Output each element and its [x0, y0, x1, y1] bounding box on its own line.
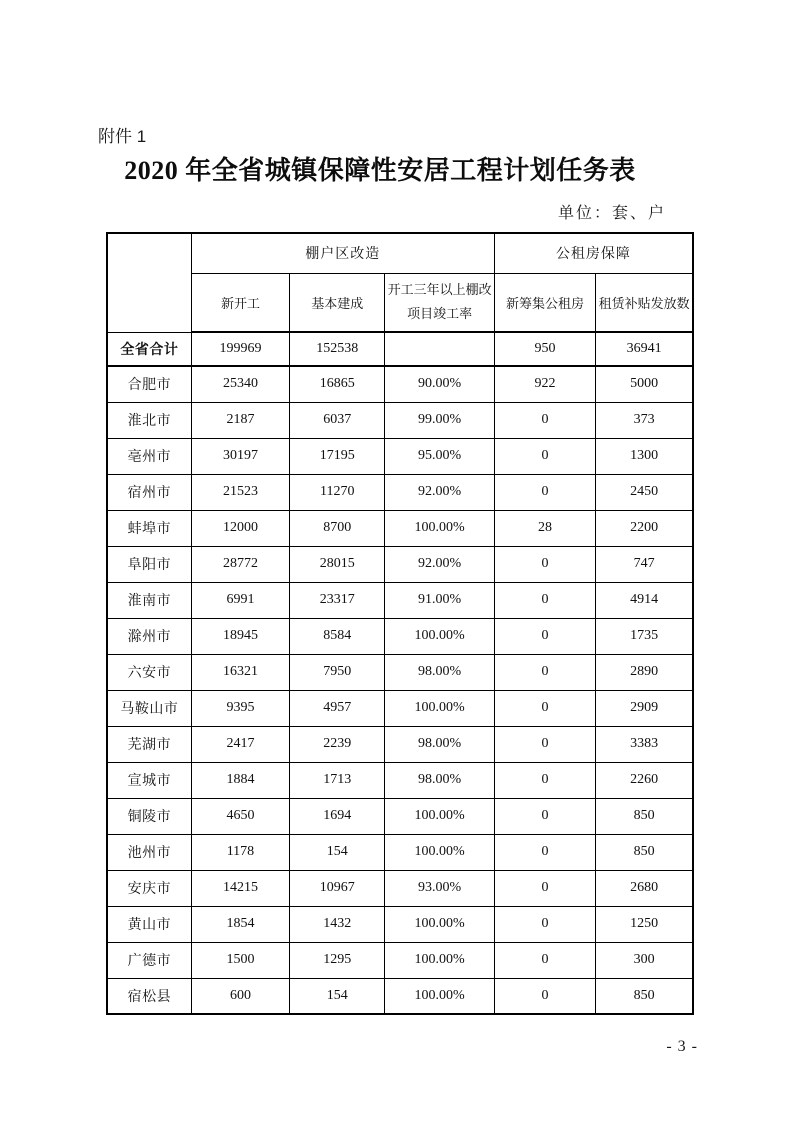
- new-public-rental-cell: 0: [494, 438, 595, 474]
- corner-cell: [107, 233, 191, 332]
- rental-subsidy-cell: 2200: [596, 510, 693, 546]
- rental-subsidy-cell: 1250: [596, 906, 693, 942]
- rental-subsidy-cell: 1735: [596, 618, 693, 654]
- basically-completed-cell: 154: [290, 834, 385, 870]
- new-public-rental-cell: 0: [494, 690, 595, 726]
- completion-rate-cell: 100.00%: [385, 978, 494, 1014]
- completion-rate-cell: 91.00%: [385, 582, 494, 618]
- city-name-cell: 合肥市: [107, 366, 191, 402]
- new-starts-cell: 12000: [191, 510, 289, 546]
- completion-rate-cell: 100.00%: [385, 690, 494, 726]
- group-header-shantytown-renovation: 棚户区改造: [191, 233, 494, 273]
- completion-rate-cell: 100.00%: [385, 942, 494, 978]
- city-name-cell: 宣城市: [107, 762, 191, 798]
- table-row: [107, 870, 693, 906]
- new-starts-cell: 2417: [191, 726, 289, 762]
- page-title: 2020 年全省城镇保障性安居工程计划任务表: [124, 156, 636, 185]
- table-row: [107, 366, 693, 402]
- new-starts-cell: 9395: [191, 690, 289, 726]
- table-row: [107, 690, 693, 726]
- table-row: [107, 906, 693, 942]
- table-row: [107, 438, 693, 474]
- new-starts-cell: 21523: [191, 474, 289, 510]
- col-header-rental-subsidies-issued: 租赁补贴发放数: [596, 273, 693, 332]
- completion-rate-cell: 98.00%: [385, 762, 494, 798]
- table-row: [107, 618, 693, 654]
- new-starts-cell: 30197: [191, 438, 289, 474]
- table-row: [107, 978, 693, 1014]
- basically-completed-cell: 6037: [290, 402, 385, 438]
- completion-rate-cell: 100.00%: [385, 510, 494, 546]
- rental-subsidy-cell: 300: [596, 942, 693, 978]
- new-starts-cell: 28772: [191, 546, 289, 582]
- new-public-rental-cell: 0: [494, 402, 595, 438]
- table-row: [107, 798, 693, 834]
- city-name-cell: 六安市: [107, 654, 191, 690]
- table-row: [107, 942, 693, 978]
- attachment-label: 附件 1: [98, 127, 147, 146]
- province-total-row: [107, 332, 693, 366]
- basically-completed-cell: 4957: [290, 690, 385, 726]
- col-header-newly-raised-public-rental: 新筹集公租房: [494, 273, 595, 332]
- city-name-cell: 宿松县: [107, 978, 191, 1014]
- table-row: [107, 474, 693, 510]
- total-new-starts-cell: 199969: [191, 332, 289, 366]
- basically-completed-cell: 8700: [290, 510, 385, 546]
- basically-completed-cell: 1295: [290, 942, 385, 978]
- completion-rate-cell: 92.00%: [385, 546, 494, 582]
- rental-subsidy-cell: 2260: [596, 762, 693, 798]
- new-public-rental-cell: 0: [494, 762, 595, 798]
- col-header-basically-completed: 基本建成: [290, 273, 385, 332]
- group-header-public-rental-housing: 公租房保障: [494, 233, 693, 273]
- new-starts-cell: 1178: [191, 834, 289, 870]
- total-row-label: 全省合计: [107, 332, 191, 366]
- completion-rate-cell: 99.00%: [385, 402, 494, 438]
- rental-subsidy-cell: 373: [596, 402, 693, 438]
- rental-subsidy-cell: 5000: [596, 366, 693, 402]
- total-completion-rate-cell: [385, 332, 494, 366]
- new-starts-cell: 4650: [191, 798, 289, 834]
- basically-completed-cell: 8584: [290, 618, 385, 654]
- page-number: - 3 -: [666, 1038, 698, 1055]
- new-public-rental-cell: 0: [494, 726, 595, 762]
- total-new-public-rental-cell: 950: [494, 332, 595, 366]
- new-starts-cell: 6991: [191, 582, 289, 618]
- city-name-cell: 芜湖市: [107, 726, 191, 762]
- column-header-row: [107, 273, 693, 332]
- rental-subsidy-cell: 2909: [596, 690, 693, 726]
- city-name-cell: 淮南市: [107, 582, 191, 618]
- rental-subsidy-cell: 4914: [596, 582, 693, 618]
- new-public-rental-cell: 0: [494, 474, 595, 510]
- new-starts-cell: 1884: [191, 762, 289, 798]
- new-public-rental-cell: 0: [494, 942, 595, 978]
- rental-subsidy-cell: 850: [596, 834, 693, 870]
- basically-completed-cell: 7950: [290, 654, 385, 690]
- housing-plan-table: [106, 232, 694, 1015]
- new-public-rental-cell: 0: [494, 978, 595, 1014]
- city-name-cell: 淮北市: [107, 402, 191, 438]
- table-row: [107, 834, 693, 870]
- rental-subsidy-cell: 3383: [596, 726, 693, 762]
- rental-subsidy-cell: 1300: [596, 438, 693, 474]
- basically-completed-cell: 11270: [290, 474, 385, 510]
- basically-completed-cell: 154: [290, 978, 385, 1014]
- total-rental-subsidy-cell: 36941: [596, 332, 693, 366]
- rental-subsidy-cell: 747: [596, 546, 693, 582]
- rental-subsidy-cell: 2680: [596, 870, 693, 906]
- city-name-cell: 亳州市: [107, 438, 191, 474]
- new-public-rental-cell: 922: [494, 366, 595, 402]
- completion-rate-cell: 100.00%: [385, 834, 494, 870]
- completion-rate-cell: 93.00%: [385, 870, 494, 906]
- new-starts-cell: 2187: [191, 402, 289, 438]
- table-row: [107, 402, 693, 438]
- new-public-rental-cell: 0: [494, 870, 595, 906]
- completion-rate-cell: 98.00%: [385, 654, 494, 690]
- total-basically-completed-cell: 152538: [290, 332, 385, 366]
- city-name-cell: 蚌埠市: [107, 510, 191, 546]
- new-starts-cell: 1854: [191, 906, 289, 942]
- unit-note: 单位：套、户: [558, 205, 667, 222]
- basically-completed-cell: 16865: [290, 366, 385, 402]
- basically-completed-cell: 10967: [290, 870, 385, 906]
- col-header-completion-rate: 开工三年以上棚改项目竣工率: [385, 273, 494, 332]
- completion-rate-cell: 92.00%: [385, 474, 494, 510]
- basically-completed-cell: 17195: [290, 438, 385, 474]
- new-starts-cell: 16321: [191, 654, 289, 690]
- rental-subsidy-cell: 2890: [596, 654, 693, 690]
- city-name-cell: 池州市: [107, 834, 191, 870]
- new-starts-cell: 600: [191, 978, 289, 1014]
- new-starts-cell: 14215: [191, 870, 289, 906]
- city-name-cell: 马鞍山市: [107, 690, 191, 726]
- new-starts-cell: 25340: [191, 366, 289, 402]
- basically-completed-cell: 2239: [290, 726, 385, 762]
- rental-subsidy-cell: 2450: [596, 474, 693, 510]
- new-starts-cell: 1500: [191, 942, 289, 978]
- table-row: [107, 654, 693, 690]
- city-name-cell: 广德市: [107, 942, 191, 978]
- city-name-cell: 阜阳市: [107, 546, 191, 582]
- city-name-cell: 黄山市: [107, 906, 191, 942]
- basically-completed-cell: 23317: [290, 582, 385, 618]
- completion-rate-cell: 95.00%: [385, 438, 494, 474]
- basically-completed-cell: 1432: [290, 906, 385, 942]
- new-public-rental-cell: 28: [494, 510, 595, 546]
- new-public-rental-cell: 0: [494, 798, 595, 834]
- table-row: [107, 582, 693, 618]
- city-name-cell: 滁州市: [107, 618, 191, 654]
- rental-subsidy-cell: 850: [596, 798, 693, 834]
- rental-subsidy-cell: 850: [596, 978, 693, 1014]
- table-row: [107, 762, 693, 798]
- table-row: [107, 510, 693, 546]
- group-header-row: [107, 233, 693, 273]
- completion-rate-cell: 100.00%: [385, 798, 494, 834]
- new-public-rental-cell: 0: [494, 546, 595, 582]
- table-row: [107, 546, 693, 582]
- new-public-rental-cell: 0: [494, 618, 595, 654]
- col-header-new-starts: 新开工: [191, 273, 289, 332]
- basically-completed-cell: 1694: [290, 798, 385, 834]
- new-public-rental-cell: 0: [494, 582, 595, 618]
- new-public-rental-cell: 0: [494, 834, 595, 870]
- city-name-cell: 安庆市: [107, 870, 191, 906]
- new-starts-cell: 18945: [191, 618, 289, 654]
- completion-rate-cell: 98.00%: [385, 726, 494, 762]
- city-name-cell: 宿州市: [107, 474, 191, 510]
- table-row: [107, 726, 693, 762]
- new-public-rental-cell: 0: [494, 906, 595, 942]
- basically-completed-cell: 28015: [290, 546, 385, 582]
- completion-rate-cell: 90.00%: [385, 366, 494, 402]
- completion-rate-cell: 100.00%: [385, 618, 494, 654]
- completion-rate-cell: 100.00%: [385, 906, 494, 942]
- new-public-rental-cell: 0: [494, 654, 595, 690]
- basically-completed-cell: 1713: [290, 762, 385, 798]
- city-name-cell: 铜陵市: [107, 798, 191, 834]
- table-body: [107, 332, 693, 1014]
